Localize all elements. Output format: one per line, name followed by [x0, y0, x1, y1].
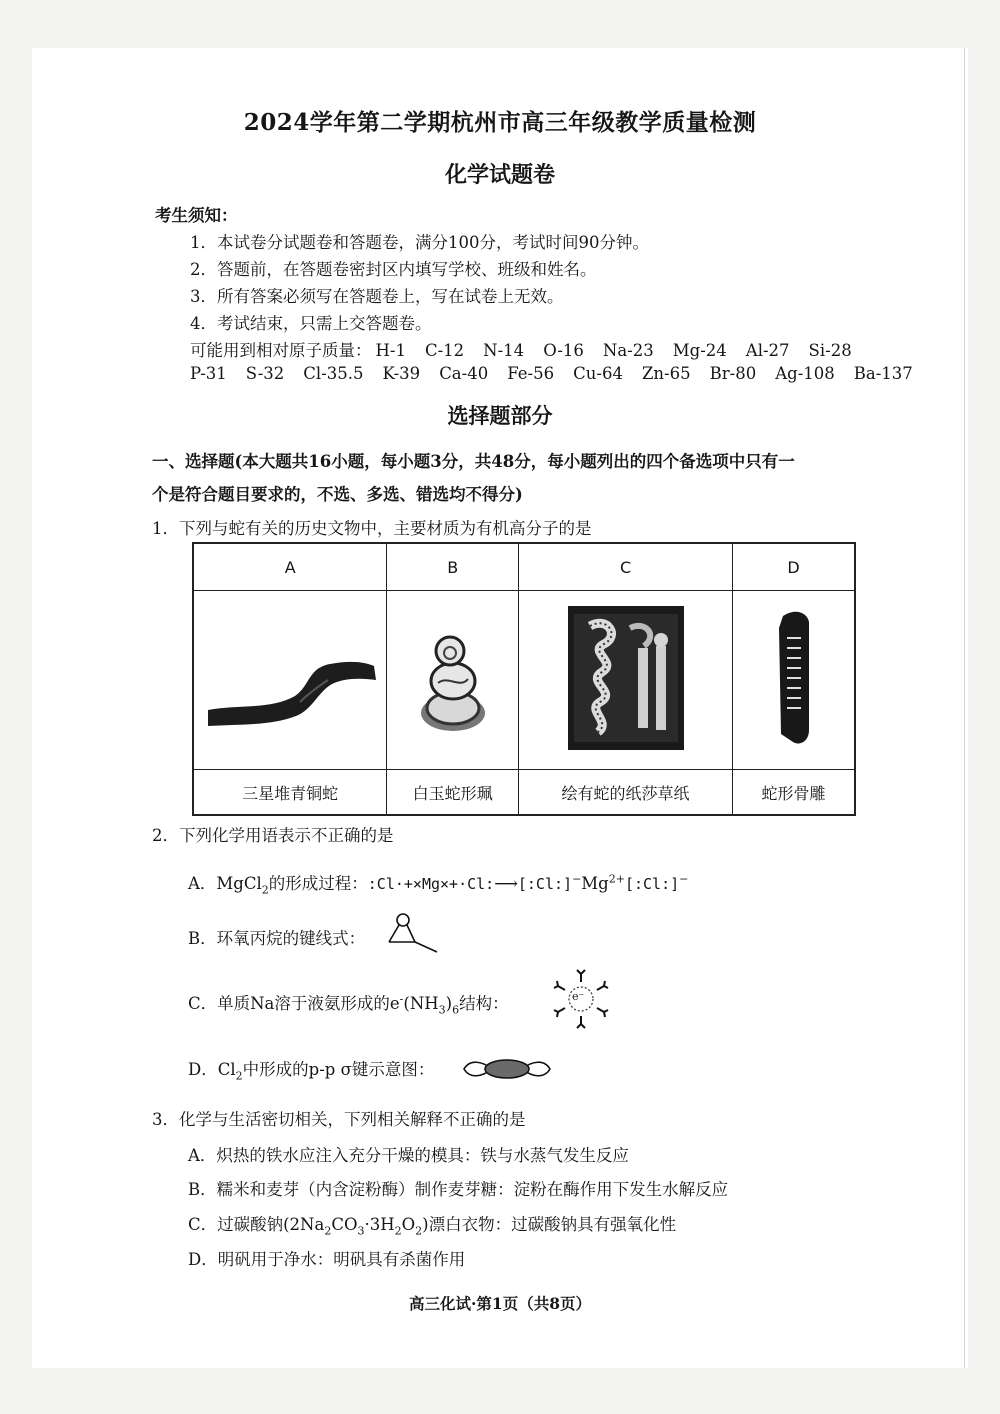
q1-stem: 1．下列与蛇有关的历史文物中，主要材质为有机高分子的是	[152, 519, 592, 538]
q2-a-rest: 的形成过程：	[268, 874, 368, 893]
q2-c-sub1: 3	[438, 1003, 446, 1017]
q1-header-b: B	[387, 543, 519, 591]
q1-header-a: A	[193, 543, 387, 591]
q2-c-pre: C．单质Na溶于液氨形成的e	[188, 994, 400, 1013]
q3-c-text: O	[401, 1215, 416, 1234]
q3-c-post: )漂白衣物：过碳酸钠具有强氧化性	[422, 1215, 677, 1234]
exam-title: 2024学年第二学期杭州市高三年级教学质量检测	[243, 109, 757, 136]
exam-subtitle: 化学试题卷	[444, 162, 555, 188]
q1-image-d	[733, 591, 855, 770]
q3-stem: 3．化学与生活密切相关，下列相关解释不正确的是	[152, 1110, 526, 1129]
mass-value: Ca-40	[439, 364, 489, 383]
mass-value: Fe-56	[507, 364, 555, 383]
q1-caption-c: 绘有蛇的纸莎草纸	[519, 770, 733, 816]
q2-a-sub: 2	[261, 883, 269, 897]
q3-c-pre: C．过碳酸钠(2Na	[188, 1215, 325, 1234]
q2-option-b: B．环氧丙烷的键线式：	[188, 929, 366, 948]
mass-value: Zn-65	[641, 364, 691, 383]
q1-image-c	[519, 591, 733, 770]
q3-c-text: ·3H	[364, 1215, 395, 1234]
q1-caption-a: 三星堆青铜蛇	[193, 770, 387, 816]
mass-value: P-31	[190, 364, 227, 383]
mass-value: Al-27	[745, 341, 790, 360]
section-title: 选择题部分	[447, 403, 553, 428]
q2-stem: 2．下列化学用语表示不正确的是	[152, 826, 394, 845]
mass-value: N-14	[483, 341, 525, 360]
page-edge-line	[964, 48, 965, 1368]
mass-value: Mg-24	[672, 341, 727, 360]
q2-a-charge-3: −	[679, 872, 689, 886]
q2-a-arrow: ⟶	[494, 874, 518, 893]
q2-d-post: 中形成的p-p σ键示意图：	[242, 1060, 435, 1079]
q3-c-sub: 2	[394, 1224, 402, 1238]
q3-option-d: D．明矾用于净水：明矾具有杀菌作用	[188, 1250, 466, 1269]
q2-d-sub: 2	[235, 1069, 243, 1083]
q2-c-mid2: )	[445, 994, 453, 1013]
q2-a-label: A．MgCl	[188, 874, 262, 893]
q2-option-d	[188, 1056, 434, 1082]
q2-a-charge-1: −	[572, 872, 582, 886]
mass-label: 可能用到相对原子质量：	[190, 341, 372, 360]
mass-value: Cu-64	[573, 364, 623, 383]
mass-value: Ba-137	[853, 364, 913, 383]
notice-item-2: 2．答题前，在答题卷密封区内填写学校、班级和姓名。	[190, 260, 597, 279]
bronze-snake-image	[200, 618, 380, 738]
notice-item-4: 4．考试结束，只需上交答题卷。	[190, 314, 432, 333]
notice-heading: 考生须知：	[155, 206, 238, 225]
q2-c-mid: (NH	[403, 994, 439, 1013]
q2-a-equation-left: :Cl·+×Mg×+·Cl:	[367, 875, 495, 893]
mass-value: Br-80	[709, 364, 757, 383]
mass-value: Ag-108	[775, 364, 835, 383]
solvated-electron-figure	[548, 966, 614, 1032]
q1-caption-b: 白玉蛇形珮	[387, 770, 519, 816]
q2-a-ion-1: [:Cl:]	[517, 875, 573, 893]
q3-c-sub: 2	[324, 1224, 332, 1238]
q1-header-c: C	[519, 543, 733, 591]
q2-c-post: 结构：	[459, 994, 509, 1013]
electron-label: e⁻	[572, 990, 585, 1003]
mass-value: S-32	[245, 364, 285, 383]
q2-a-charge-2: 2+	[608, 872, 625, 886]
atomic-mass-line-1	[190, 337, 871, 361]
q1-caption-d: 蛇形骨雕	[733, 770, 855, 816]
mass-value: O-16	[543, 341, 584, 360]
q2-a-ion-2: [:Cl:]	[624, 875, 680, 893]
q2-option-c	[188, 990, 509, 1016]
mass-value: H-1	[375, 341, 406, 360]
bone-snake-image	[769, 608, 819, 748]
q3-option-b: B．糯米和麦芽（内含淀粉酶）制作麦芽糖：淀粉在酶作用下发生水解反应	[188, 1180, 729, 1199]
mass-value: Si-28	[808, 341, 852, 360]
section-instruction-2: 个是符合题目要求的，不选、多选、错选均不得分)	[152, 485, 523, 504]
q3-c-text: CO	[331, 1215, 358, 1234]
section-instruction-1: 一、选择题(本大题共16小题，每小题3分，共48分，每小题列出的四个备选项中只有一	[152, 452, 795, 471]
papyrus-snake-image	[568, 606, 684, 750]
q3-c-sub: 3	[357, 1224, 365, 1238]
q2-c-sup: -	[399, 992, 404, 1006]
q2-a-mg: Mg	[581, 874, 609, 893]
q1-image-b	[387, 591, 519, 770]
mass-value: Cl-35.5	[303, 364, 364, 383]
q3-option-c	[188, 1211, 676, 1237]
epoxypropane-structure-icon	[385, 910, 445, 956]
q2-d-pre: D．Cl	[188, 1060, 236, 1079]
page-footer: 高三化试·第1页（共8页）	[409, 1294, 591, 1313]
jade-snake-image	[408, 613, 498, 743]
atomic-mass-line-2	[190, 364, 932, 383]
mass-value: K-39	[382, 364, 421, 383]
q1-artifact-table	[192, 542, 856, 816]
q3-c-sub: 2	[415, 1224, 423, 1238]
q2-option-a	[188, 870, 688, 896]
mass-value: C-12	[424, 341, 465, 360]
q2-c-sub2: 6	[452, 1003, 460, 1017]
q1-image-a	[193, 591, 387, 770]
q1-header-d: D	[733, 543, 855, 591]
notice-item-3: 3．所有答案必须写在答题卷上，写在试卷上无效。	[190, 287, 564, 306]
mass-value: Na-23	[602, 341, 654, 360]
q3-option-a: A．炽热的铁水应注入充分干燥的模具：铁与水蒸气发生反应	[188, 1146, 629, 1165]
sigma-bond-orbital-icon	[462, 1056, 552, 1082]
notice-item-1: 1．本试卷分试题卷和答题卷，满分100分，考试时间90分钟。	[190, 233, 649, 252]
